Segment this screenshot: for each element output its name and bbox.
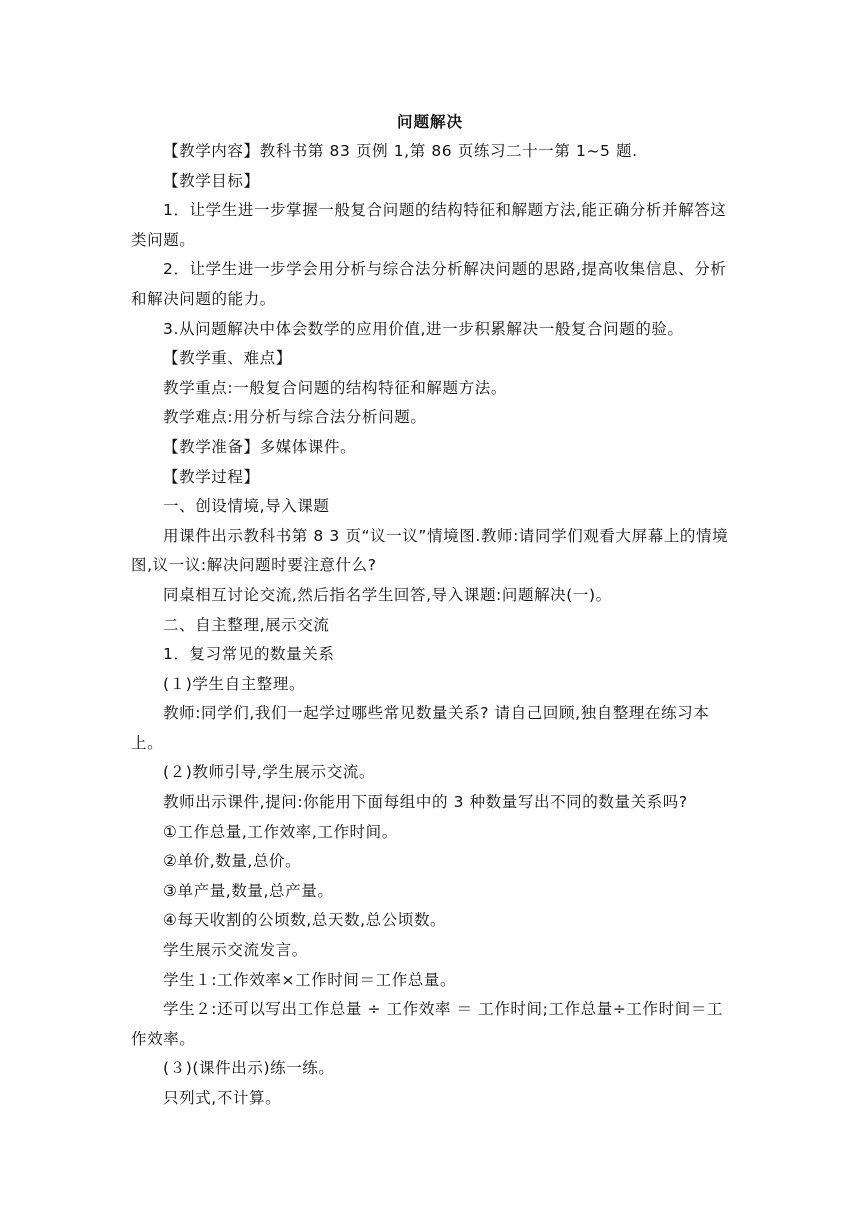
paragraph-step-3: (３)(课件出示)练一练。 bbox=[163, 1059, 335, 1078]
paragraph-section-1-heading: 一、创设情境,导入课题 bbox=[163, 497, 330, 516]
paragraph-item-2: ②单价,数量,总价。 bbox=[163, 852, 302, 871]
paragraph-item-1: ①工作总量,工作效率,工作时间。 bbox=[163, 822, 398, 841]
paragraph-difficulty: 教学难点:用分析与综合法分析问题。 bbox=[163, 408, 427, 427]
document-body bbox=[131, 137, 731, 1114]
paragraph-teaching-content: 【教学内容】教科书第 83 页例 1,第 86 页练习二十一第 1~5 题. bbox=[163, 142, 638, 160]
paragraph-section-1-text: 用课件出示教科书第 8 3 页“议一议”情境图.教师:请同学们观看大屏幕上的情境图,议一议:解决问题时要注意什么? bbox=[131, 526, 729, 575]
paragraph-goal-1: 1．让学生进一步掌握一般复合问题的结构特征和解题方法,能正确分析并解答这类问题。 bbox=[131, 201, 727, 249]
paragraph-preparation: 【教学准备】多媒体课件。 bbox=[163, 437, 357, 456]
paragraph-item-3: ③单产量,数量,总产量。 bbox=[163, 881, 334, 900]
paragraph-note: 只列式,不计算。 bbox=[163, 1089, 282, 1107]
paragraph-section-2-heading: 二、自主整理,展示交流 bbox=[163, 615, 330, 634]
paragraph-section-1-discussion: 同桌相互讨论交流,然后指名学生回答,导入课题:问题解决(一)。 bbox=[163, 585, 612, 604]
paragraph-goal-3: 3.从问题解决中体会数学的应用价值,进一步积累解决一般复合问题的验。 bbox=[163, 319, 684, 338]
paragraph-teacher-question-2: 教师出示课件,提问:你能用下面每组中的 3 种数量写出不同的数量关系吗? bbox=[163, 793, 688, 812]
paragraph-key-points-heading: 【教学重、难点】 bbox=[163, 349, 292, 368]
document-title: 问题解决 bbox=[396, 113, 463, 131]
paragraph-teaching-goals-heading: 【教学目标】 bbox=[163, 171, 260, 190]
paragraph-item-4: ④每天收割的公顷数,总天数,总公顷数。 bbox=[163, 911, 447, 930]
paragraph-student-2: 学生２:还可以写出工作总量 ÷ 工作效率 ＝ 工作时间;工作总量÷工作时间＝工作效率。 bbox=[131, 1000, 724, 1048]
paragraph-step-1: (１)学生自主整理。 bbox=[163, 674, 306, 693]
paragraph-student-1: 学生１:工作效率×工作时间＝工作总量。 bbox=[163, 970, 457, 989]
paragraph-review-heading: 1．复习常见的数量关系 bbox=[163, 645, 335, 664]
paragraph-step-2: (２)教师引导,学生展示交流。 bbox=[163, 763, 376, 782]
paragraph-teacher-question-1: 教师:同学们,我们一起学过哪些常见数量关系? 请自己回顾,独自整理在练习本上。 bbox=[131, 704, 710, 752]
paragraph-key-point: 教学重点:一般复合问题的结构特征和解题方法。 bbox=[163, 378, 507, 397]
paragraph-student-share: 学生展示交流发言。 bbox=[163, 941, 308, 960]
paragraph-process-heading: 【教学过程】 bbox=[163, 467, 260, 486]
paragraph-goal-2: 2．让学生进一步学会用分析与综合法分析解决问题的思路,提高收集信息、分析和解决问题的能力。 bbox=[131, 260, 727, 308]
